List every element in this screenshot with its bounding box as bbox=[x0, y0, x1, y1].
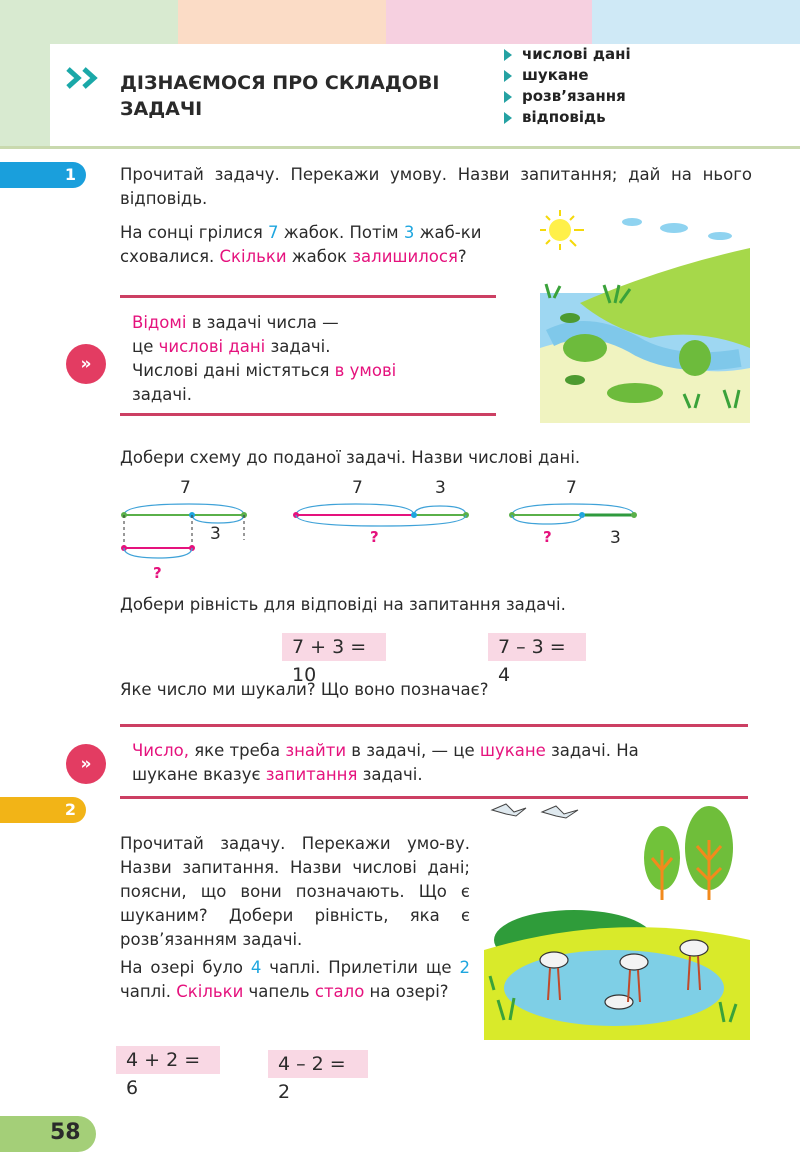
scheme-3 bbox=[502, 478, 652, 548]
tag-item: шукане bbox=[504, 65, 631, 86]
chevron-right-icon bbox=[504, 70, 512, 82]
scheme1-top-label: 7 bbox=[180, 478, 191, 498]
chevron-right-icon bbox=[504, 112, 512, 124]
task1-problem: На сонці грілися 7 жабок. Потім 3 жаб-ки сховалися. Скільки жабок залишилося? bbox=[120, 223, 482, 266]
scheme1-side-label: 3 bbox=[210, 524, 221, 544]
task2-equation-option-1[interactable]: 4 + 2 = 6 bbox=[116, 1046, 220, 1074]
question-text: Яке число ми шукали? Що воно позначає? bbox=[120, 680, 489, 699]
chevron-right-icon bbox=[504, 91, 512, 103]
scheme3-question-mark: ? bbox=[543, 528, 552, 546]
rule1-text: Відомі в задачі числа — це числові дані задачі. Числові дані містяться в умові задачі. bbox=[132, 313, 397, 404]
scheme2-top-label-2: 3 bbox=[435, 478, 446, 498]
rule2-top-line bbox=[120, 724, 748, 727]
rule2-text: Число, яке треба знайти в задачі, — це шукане задачі. На шукане вказує запитання задачі. bbox=[132, 741, 639, 784]
task2-equation-option-2[interactable]: 4 – 2 = 2 bbox=[268, 1050, 368, 1078]
scheme2-question-mark: ? bbox=[370, 528, 379, 546]
tag-list bbox=[504, 44, 631, 128]
scheme3-side-label: 3 bbox=[610, 528, 621, 548]
scheme1-question-mark: ? bbox=[153, 564, 162, 582]
left-green-band bbox=[0, 44, 50, 146]
chevron-right-icon bbox=[504, 49, 512, 61]
equation-prompt: Добери рівність для відповіді на запитання задачі. bbox=[120, 595, 566, 614]
scheme2-top-label-1: 7 bbox=[352, 478, 363, 498]
page-number-tab bbox=[0, 1116, 96, 1152]
top-stripe-orange bbox=[178, 0, 386, 44]
tag-item: відповідь bbox=[504, 107, 631, 128]
scheme-prompt: Добери схему до поданої задачі. Назви числові дані. bbox=[120, 448, 581, 467]
task1-instruction: Прочитай задачу. Перекажи умову. Назви запитання; дай на нього відповідь. bbox=[120, 165, 752, 208]
info-badge-icon: » bbox=[66, 344, 106, 384]
rule1-bottom-line bbox=[120, 413, 496, 416]
task-number-1: 1 bbox=[0, 162, 86, 188]
info-badge-icon: » bbox=[66, 744, 106, 784]
top-stripe-blue bbox=[592, 0, 800, 44]
task2-instruction: Прочитай задачу. Перекажи умо-ву. Назви запитання. Назви числові дані; поясни, що вони позначають. Що є шуканим? Добери рівність, яка є розв’язанням задачі. bbox=[120, 834, 470, 949]
equation-option-2[interactable]: 7 – 3 = 4 bbox=[488, 633, 586, 661]
herons-lake-illustration bbox=[484, 790, 750, 1040]
header-divider bbox=[0, 146, 800, 149]
tag-item: розв’язання bbox=[504, 86, 631, 107]
task-number-2: 2 bbox=[0, 797, 86, 823]
page-title: ДІЗНАЄМОСЯ ПРО СКЛАДОВІ ЗАДАЧІ bbox=[120, 72, 440, 120]
rule1-top-line bbox=[120, 295, 496, 298]
scheme-2 bbox=[286, 478, 476, 538]
top-stripe-pink bbox=[386, 0, 592, 44]
task2-problem: На озері було 4 чаплі. Прилетіли ще 2 чаплі. Скільки чапель стало на озері? bbox=[120, 958, 470, 1001]
double-chevron-icon bbox=[66, 66, 102, 96]
scheme3-top-label: 7 bbox=[566, 478, 577, 498]
tag-item: числові дані bbox=[504, 44, 631, 65]
page-number: 58 bbox=[50, 1120, 81, 1145]
top-stripe-green bbox=[0, 0, 178, 44]
equation-option-1[interactable]: 7 + 3 = 10 bbox=[282, 633, 386, 661]
frogs-pond-illustration bbox=[540, 208, 750, 423]
